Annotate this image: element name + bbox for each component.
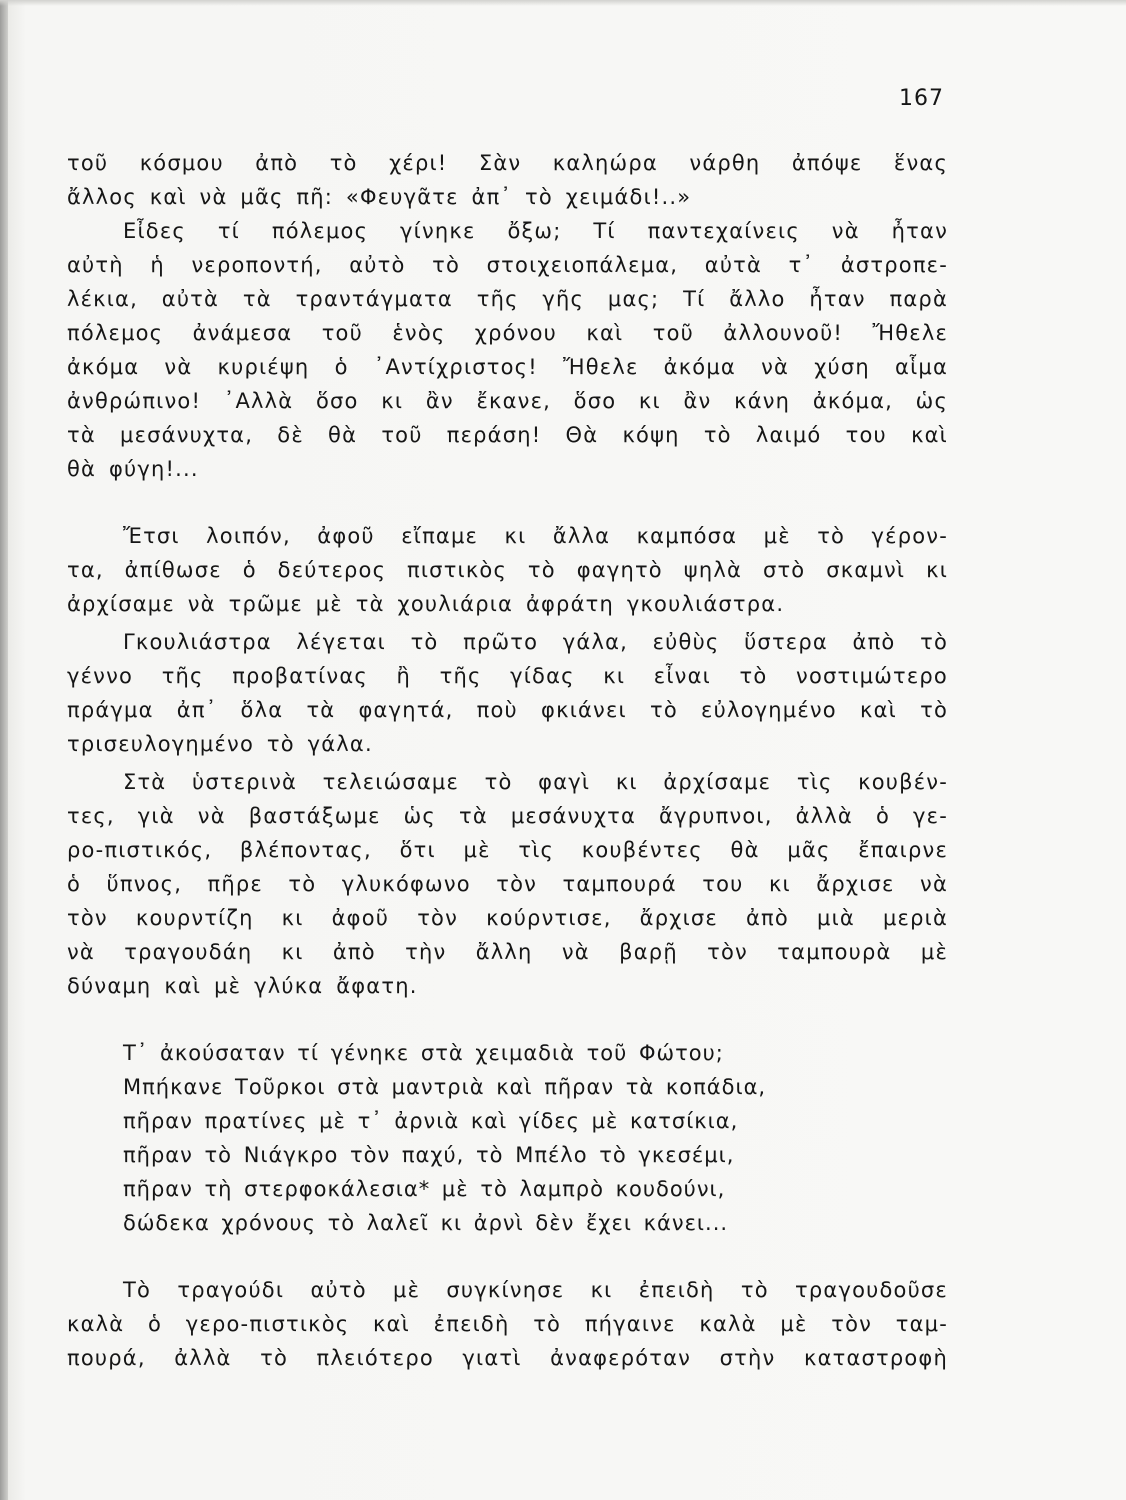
- paragraph: [67, 146, 948, 214]
- text-line: τρισευλογημένο τὸ γάλα.: [67, 732, 373, 756]
- text-line: δύναμη καὶ μὲ γλύκα ἄφατη.: [67, 974, 418, 998]
- verse-line: Τ᾿ ἀκούσαταν τί γένηκε στὰ χειμαδιὰ τοῦ Φώτου;: [123, 1041, 724, 1065]
- text-line: ἀκόμα νὰ κυριέψη ὁ ᾿Αντίχριστος! Ἤθελε ἀκόμα νὰ χύση αἷμα: [67, 355, 948, 379]
- text-line: τὰ μεσάνυχτα, δὲ θὰ τοῦ περάση! Θὰ κόψη τὸ λαιμό του καὶ: [67, 423, 948, 447]
- text-line: γέννο τῆς προβατίνας ἢ τῆς γίδας κι εἶναι τὸ νοστιμώτερο: [67, 664, 948, 688]
- text-line: Εἶδες τί πόλεμος γίνηκε ὄξω; Τί παντεχαίνεις νὰ ἦταν: [123, 219, 948, 243]
- verse-line: πῆραν τὸ Νιάγκρο τὸν παχύ, τὸ Μπέλο τὸ γκεσέμι,: [123, 1143, 735, 1167]
- text-line: πουρά, ἀλλὰ τὸ πλειότερο γιατὶ ἀναφερόταν στὴν καταστροφὴ: [67, 1346, 948, 1370]
- paragraph: [67, 625, 948, 761]
- page-number: 167: [899, 86, 944, 111]
- paragraph-gap: [67, 1240, 948, 1273]
- text-line: τὸν κουρντίζη κι ἀφοῦ τὸν κούρντισε, ἄρχισε ἀπὸ μιὰ μεριὰ: [67, 906, 948, 930]
- paragraph: [67, 1273, 948, 1375]
- text-line: θὰ φύγη!...: [67, 457, 199, 481]
- text-line: πόλεμος ἀνάμεσα τοῦ ἑνὸς χρόνου καὶ τοῦ ἀλλουνοῦ! Ἤθελε: [67, 321, 948, 345]
- text-line: τες, γιὰ νὰ βαστάξωμε ὡς τὰ μεσάνυχτα ἄγρυπνοι, ἀλλὰ ὁ γε-: [67, 804, 948, 828]
- text-line: τα, ἀπίθωσε ὁ δεύτερος πιστικὸς τὸ φαγητὸ ψηλὰ στὸ σκαμνὶ κι: [67, 558, 948, 582]
- text-line: λέκια, αὐτὰ τὰ τραντάγματα τῆς γῆς μας; Τί ἄλλο ἦταν παρὰ: [67, 287, 948, 311]
- verse-line: δώδεκα χρόνους τὸ λαλεῖ κι ἀρνὶ δὲν ἔχει κάνει...: [123, 1211, 729, 1235]
- paragraph: [67, 765, 948, 1003]
- song-verse: [67, 1036, 948, 1240]
- paragraph-gap: [67, 486, 948, 519]
- binding-edge: [0, 0, 8, 1500]
- text-line: πράγμα ἀπ᾿ ὅλα τὰ φαγητά, ποὺ φκιάνει τὸ εὐλογημένο καὶ τὸ: [67, 698, 948, 722]
- text-line: νὰ τραγουδάη κι ἀπὸ τὴν ἄλλη νὰ βαρῇ τὸν ταμπουρὰ μὲ: [67, 940, 948, 964]
- text-line: ὁ ὕπνος, πῆρε τὸ γλυκόφωνο τὸν ταμπουρά του κι ἄρχισε νὰ: [67, 872, 948, 896]
- text-line: Γκουλιάστρα λέγεται τὸ πρῶτο γάλα, εὐθὺς ὕστερα ἀπὸ τὸ: [123, 630, 948, 654]
- text-line: Στὰ ὑστερινὰ τελειώσαμε τὸ φαγὶ κι ἀρχίσαμε τὶς κουβέν-: [123, 770, 948, 794]
- text-line: καλὰ ὁ γερο-πιστικὸς καὶ ἐπειδὴ τὸ πήγαινε καλὰ μὲ τὸν ταμ-: [67, 1312, 948, 1336]
- text-line: ἀρχίσαμε νὰ τρῶμε μὲ τὰ χουλιάρια ἀφράτη γκουλιάστρα.: [67, 592, 785, 616]
- text-line: Τὸ τραγούδι αὐτὸ μὲ συγκίνησε κι ἐπειδὴ τὸ τραγουδοῦσε: [123, 1278, 948, 1302]
- top-edge-shadow: [0, 0, 1126, 6]
- text-line: ἀνθρώπινο! ᾿Αλλὰ ὅσο κι ἂν ἔκανε, ὅσο κι ἂν κάνη ἀκόμα, ὡς: [67, 389, 948, 413]
- text-line: αὐτὴ ἡ νεροποντή, αὐτὸ τὸ στοιχειοπάλεμα, αὐτὰ τ᾿ ἀστροπε-: [67, 253, 948, 277]
- paragraph-gap: [67, 1003, 948, 1036]
- body-text: [67, 146, 948, 1375]
- verse-line: πῆραν πρατίνες μὲ τ᾿ ἀρνιὰ καὶ γίδες μὲ κατσίκια,: [123, 1109, 739, 1133]
- paragraph: [67, 519, 948, 621]
- text-line: Ἔτσι λοιπόν, ἀφοῦ εἴπαμε κι ἄλλα καμπόσα μὲ τὸ γέρον-: [123, 524, 948, 548]
- paragraph: [67, 214, 948, 486]
- text-line: ρο-πιστικός, βλέποντας, ὅτι μὲ τὶς κουβέντες θὰ μᾶς ἔπαιρνε: [67, 838, 948, 862]
- text-line: ἄλλος καὶ νὰ μᾶς πῆ: «Φευγᾶτε ἀπ᾿ τὸ χειμάδι!..»: [67, 185, 692, 209]
- text-line: τοῦ κόσμου ἀπὸ τὸ χέρι! Σὰν καληώρα νάρθη ἀπόψε ἕνας: [67, 151, 948, 175]
- verse-line: πῆραν τὴ στερφοκάλεσια* μὲ τὸ λαμπρὸ κουδούνι,: [123, 1177, 726, 1201]
- verse-line: Μπήκανε Τοῦρκοι στὰ μαντριὰ καὶ πῆραν τὰ κοπάδια,: [123, 1075, 767, 1099]
